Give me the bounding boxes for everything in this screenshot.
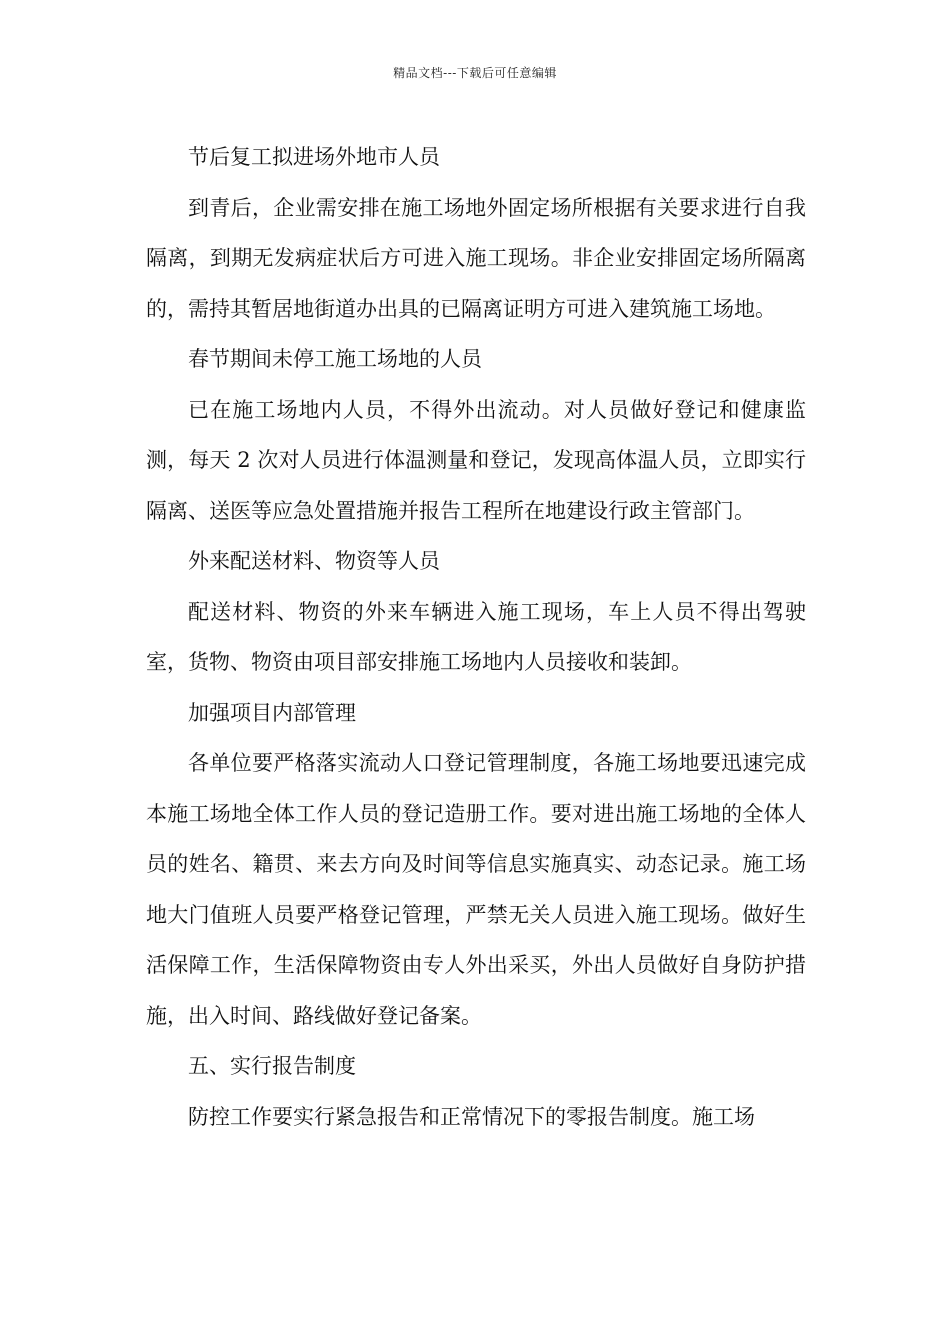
- page-header: 精品文档---下载后可任意编辑: [393, 66, 557, 80]
- paragraph-reporting-rules: 防控工作要实行紧急报告和正常情况下的零报告制度。施工场: [188, 1104, 755, 1129]
- heading-non-stopped-site-personnel: 春节期间未停工施工场地的人员: [188, 347, 482, 371]
- heading-delivery-personnel: 外来配送材料、物资等人员: [188, 549, 440, 573]
- heading-internal-management: 加强项目内部管理: [188, 700, 356, 725]
- document-body: [146, 132, 806, 1142]
- heading-out-of-town-personnel: 节后复工拟进场外地市人员: [188, 145, 440, 169]
- paragraph-delivery-rules: 配送材料、物资的外来车辆进入施工现场，车上人员不得出驾驶室，货物、物资由项目部安排施工场地内人员接收和装卸。: [146, 599, 806, 674]
- heading-reporting-system: 五、实行报告制度: [188, 1054, 356, 1078]
- paragraph-health-monitoring: 已在施工场地内人员，不得外出流动。对人员做好登记和健康监测，每天 2 次对人员进行体温测量和登记，发现高体温人员，立即实行隔离、送医等应急处置措施并报告工程所在地建设行政主管部门。: [146, 397, 806, 523]
- paragraph-registration-management: 各单位要严格落实流动人口登记管理制度，各施工场地要迅速完成本施工场地全体工作人员的登记造册工作。要对进出施工场地的全体人员的姓名、籍贯、来去方向及时间等信息实施真实、动态记录。施工场地大门值班人员要严格登记管理，严禁无关人员进入施工现场。做好生活保障工作，生活保障物资由专人外出采买，外出人员做好自身防护措施，出入时间、路线做好登记备案。: [146, 751, 806, 1028]
- paragraph-isolation-requirements: 到青后，企业需安排在施工场地外固定场所根据有关要求进行自我隔离，到期无发病症状后方可进入施工现场。非企业安排固定场所隔离的，需持其暂居地街道办出具的已隔离证明方可进入建筑施工场地。: [146, 195, 806, 321]
